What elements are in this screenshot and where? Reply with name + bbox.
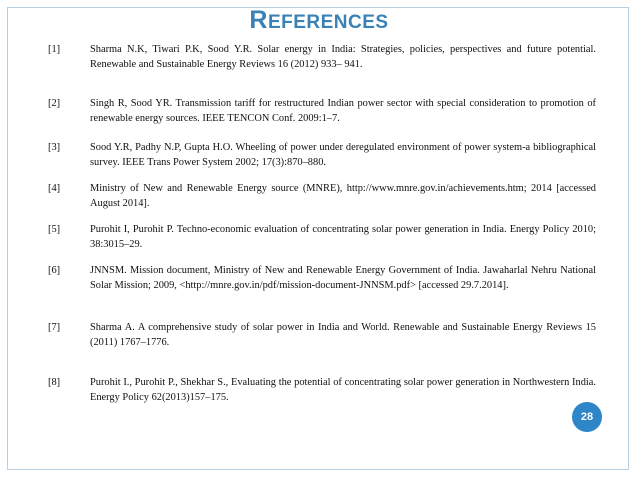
reference-text: Sharma N.K, Tiwari P.K, Sood Y.R. Solar energy in India: Strategies, policies, perspectives and future potential. Renewable and Sustainable Energy Reviews 16 (2012) 933– 941.: [90, 44, 596, 70]
reference-number: [5]: [48, 224, 61, 235]
slide-title-initial: R: [249, 6, 268, 34]
reference-number: [8]: [48, 377, 61, 388]
reference-number: [4]: [48, 183, 61, 194]
reference-text: Purohit I., Purohit P., Shekhar S., Evaluating the potential of concentrating solar power generation in Northwestern India. Energy Policy 62(2013)157–175.: [90, 377, 596, 403]
reference-text: Sood Y.R, Padhy N.P, Gupta H.O. Wheeling of power under deregulated environment of power system-a bibliographical survey. IEEE Trans Power System 2002; 17(3):870–880.: [90, 142, 596, 168]
reference-text: JNNSM. Mission document, Ministry of New and Renewable Energy Government of India. Jawaharlal Nehru National Solar Mission; 2009, <http://mnre.gov.in/pdf/mission-document-JNNSM.pdf> [accessed 29.7.2014].: [90, 265, 596, 291]
reference-text: Singh R, Sood YR. Transmission tariff for restructured Indian power sector with special consideration to promotion of renewable energy sources. IEEE TENCON Conf. 2009:1–7.: [90, 98, 596, 124]
reference-number: [6]: [48, 265, 61, 276]
reference-number: [3]: [48, 142, 61, 153]
page-number-badge: 28: [572, 402, 602, 432]
reference-text: Ministry of New and Renewable Energy source (MNRE), http://www.mnre.gov.in/achievements.htm; 2014 [accessed August 2014].: [90, 183, 596, 209]
reference-number: [7]: [48, 322, 61, 333]
reference-number: [2]: [48, 98, 61, 109]
reference-text: Sharma A. A comprehensive study of solar power in India and World. Renewable and Sustainable Energy Reviews 15 (2011) 1767–1776.: [90, 322, 596, 348]
reference-text: Purohit I, Purohit P. Techno-economic evaluation of concentrating solar power generation in India. Energy Policy 2010; 38:3015–29.: [90, 224, 596, 250]
slide-title: [0, 6, 638, 35]
reference-number: [1]: [48, 44, 61, 55]
slide-title-rest: EFERENCES: [267, 12, 389, 33]
